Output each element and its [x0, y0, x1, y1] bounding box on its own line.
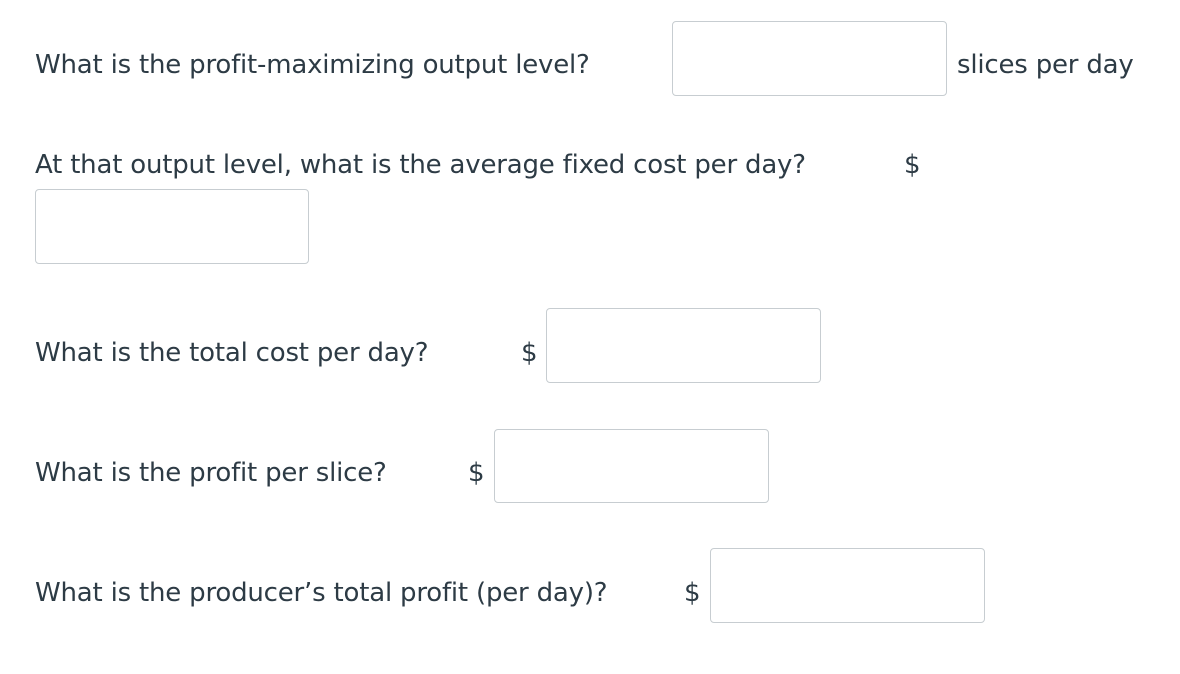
output-level-unit-label: slices per day — [957, 50, 1134, 80]
total-cost-currency-sign: $ — [521, 338, 538, 368]
question-total-cost-label: What is the total cost per day? — [35, 338, 429, 368]
question-profit-per-slice-label: What is the profit per slice? — [35, 458, 387, 488]
question-output-level-label: What is the profit-maximizing output level? — [35, 50, 590, 80]
profit-per-slice-currency-sign: $ — [468, 458, 485, 488]
average-fixed-cost-input[interactable] — [35, 189, 309, 264]
output-level-input[interactable] — [672, 21, 947, 96]
question-total-profit-label: What is the producer’s total profit (per day)? — [35, 578, 608, 608]
total-cost-input[interactable] — [546, 308, 821, 383]
total-profit-input[interactable] — [710, 548, 985, 623]
profit-per-slice-input[interactable] — [494, 429, 769, 503]
average-fixed-cost-currency-sign: $ — [904, 150, 921, 180]
total-profit-currency-sign: $ — [684, 578, 701, 608]
question-average-fixed-cost-label: At that output level, what is the average fixed cost per day? — [35, 150, 806, 180]
